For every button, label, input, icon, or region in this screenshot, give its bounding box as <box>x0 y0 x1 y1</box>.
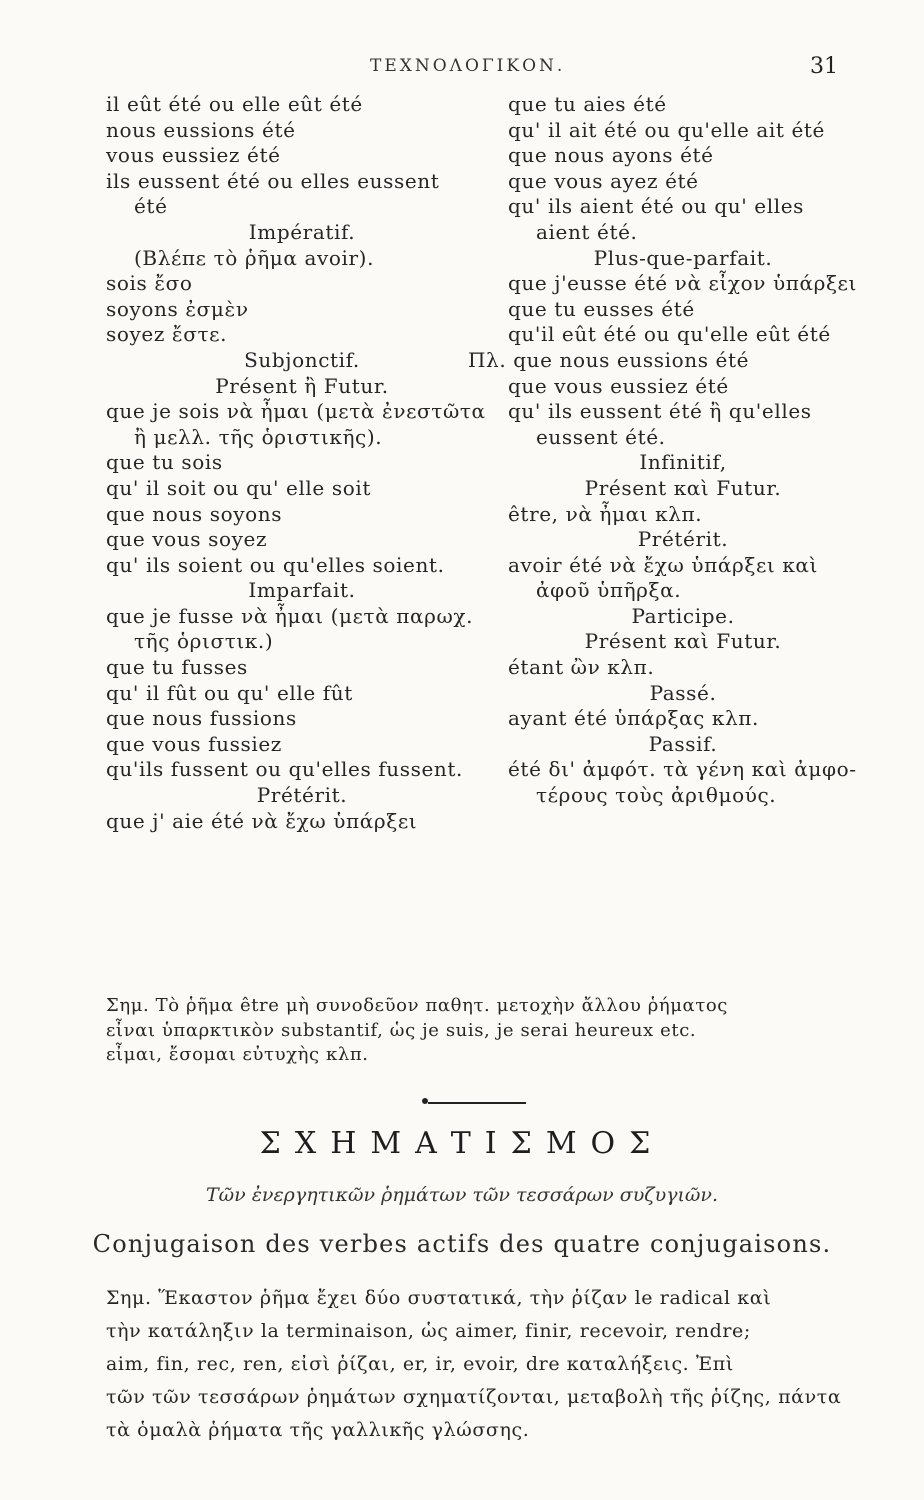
tense-heading: Présent καὶ Futur. <box>584 629 782 654</box>
text-line: qu'il eût été ou qu'elle eût été <box>508 322 831 347</box>
text-line: soyons ἐσμὲν <box>106 296 249 321</box>
text-line: que nous ayons été <box>508 143 714 168</box>
text-line: qu' ils eussent été ἢ qu'elles <box>508 399 812 424</box>
text-line: étant ὢν κλπ. <box>508 655 655 680</box>
text-line: (Βλέπε τὸ ῥῆμα avoir). <box>134 245 375 270</box>
right-column <box>468 92 858 809</box>
note-line: Σημ. Τὸ ῥῆμα être μὴ συνοδεῦον παθητ. μετοχὴν ἄλλου ῥήματος <box>106 995 728 1016</box>
tense-heading: Prétérit. <box>637 527 729 552</box>
note-line: εἶναι ὑπαρκτικὸν substantif, ὡς je suis, je serai heureux etc. <box>106 1019 697 1041</box>
section-subtitle-french: Conjugaison des verbes actifs des quatre conjugaisons. <box>92 1230 832 1258</box>
text-line: sois ἔσο <box>106 271 193 296</box>
tense-heading: Imparfait. <box>248 578 356 603</box>
text-line: que tu eusses été <box>508 296 695 321</box>
text-line: eussent été. <box>536 424 666 449</box>
text-line: être, νὰ ἦμαι κλπ. <box>508 501 703 526</box>
text-line: vous eussiez été <box>106 143 281 168</box>
mood-heading: Participe. <box>631 603 735 628</box>
text-line: été δι' ἀμφότ. τὰ γένη καὶ ἀμφο- <box>508 757 857 782</box>
text-line: il eût été ou elle eût été <box>106 92 363 116</box>
text-line: que vous eussiez été <box>508 373 729 398</box>
remark-paragraph <box>106 1282 862 1447</box>
text-line: qu' ils aient été ou qu' elles <box>508 194 804 219</box>
text-line: été <box>134 194 168 219</box>
text-line: soyez ἔστε. <box>106 322 228 347</box>
text-line: que vous ayez été <box>508 168 699 193</box>
text-line: ayant été ὑπάρξας κλπ. <box>508 706 760 731</box>
text-line: que vous soyez <box>106 527 268 552</box>
text-line: ils eussent été ou elles eussent <box>106 168 440 193</box>
tense-heading: Passif. <box>648 731 718 756</box>
text-line: ἢ μελλ. τῆς ὁριστικῆς). <box>134 424 383 449</box>
mood-heading: Infinitif, <box>639 450 727 475</box>
page-number: 31 <box>810 54 838 79</box>
text-line: que j' aie été νὰ ἔχω ὑπάρξει <box>106 808 418 833</box>
text-line: que je sois νὰ ἦμαι (μετὰ ἐνεστῶτα <box>106 399 486 424</box>
running-title: ΤΕΧΝΟΛΟΓΙΚΟΝ. <box>370 56 566 76</box>
section-subtitle-greek: Τῶν ἐνεργητικῶν ῥημάτων τῶν τεσσάρων συζυγιῶν. <box>205 1184 719 1206</box>
text-line: τῆς ὁριστικ.) <box>134 629 274 654</box>
text-line: que tu sois <box>106 450 223 475</box>
text-line: que je fusse νὰ ἦμαι (μετὰ παρωχ. <box>106 603 474 628</box>
note-line: εἶμαι, ἔσομαι εὐτυχὴς κλπ. <box>106 1044 369 1065</box>
text-line: τέρους τοὺς ἀριθμούς. <box>536 783 777 808</box>
text-line: aient été. <box>536 219 638 244</box>
text-line: qu' il soit ou qu' elle soit <box>106 475 371 500</box>
text-line: que j'eusse été νὰ εἶχον ὑπάρξει <box>508 271 857 296</box>
tense-heading: Passé. <box>649 680 717 705</box>
text-line: que nous soyons <box>106 501 283 526</box>
text-line: ἀφοῦ ὑπῆρξα. <box>536 578 682 603</box>
tense-heading: Impératif. <box>248 219 356 244</box>
text-line: que tu fusses <box>106 655 248 680</box>
text-line: qu' ils soient ou qu'elles soient. <box>106 552 445 577</box>
text-line: avoir été νὰ ἔχω ὑπάρξει καὶ <box>508 552 818 577</box>
tense-heading: Présent ἢ Futur. <box>215 373 389 398</box>
text-line: Πλ. que nous eussions été <box>468 347 750 372</box>
left-column <box>106 92 498 834</box>
text-line: nous eussions été <box>106 117 296 142</box>
running-head <box>0 54 924 80</box>
remark-line: τὴν κατάληξιν la terminaison, ὡς aimer, finir, recevoir, rendre; <box>106 1320 751 1342</box>
footnote <box>106 994 858 1068</box>
text-line: que tu aies été <box>508 92 667 116</box>
remark-line: τῶν τῶν τεσσάρων ῥημάτων σχηματίζονται, μεταβολὴ τῆς ῥίζης, πάντα <box>106 1386 842 1408</box>
text-line: que nous fussions <box>106 706 297 731</box>
text-line: qu' il ait été ou qu'elle ait été <box>508 117 825 142</box>
section-title: ΣΧΗΜΑΤΙΣΜΟΣ <box>259 1126 665 1161</box>
remark-line: τὰ ὁμαλὰ ῥήματα τῆς γαλλικῆς γλώσσης. <box>106 1419 530 1441</box>
tense-heading: Prétérit. <box>256 783 348 808</box>
remark-line: Σημ. Ἕκαστον ῥῆμα ἔχει δύο συστατικά, τὴν ῥίζαν le radical καὶ <box>106 1287 772 1309</box>
mood-heading: Subjonctif. <box>244 347 360 372</box>
tense-heading: Présent καὶ Futur. <box>584 475 782 500</box>
divider-rule <box>428 1102 526 1104</box>
text-line: que vous fussiez <box>106 731 282 756</box>
tense-heading: Plus-que-parfait. <box>593 245 773 270</box>
text-line: qu'ils fussent ou qu'elles fussent. <box>106 757 463 782</box>
text-line: qu' il fût ou qu' elle fût <box>106 680 353 705</box>
remark-line: aim, fin, rec, ren, εἰσὶ ῥίζαι, er, ir, evoir, dre καταλήξεις. Ἐπὶ <box>106 1353 734 1375</box>
